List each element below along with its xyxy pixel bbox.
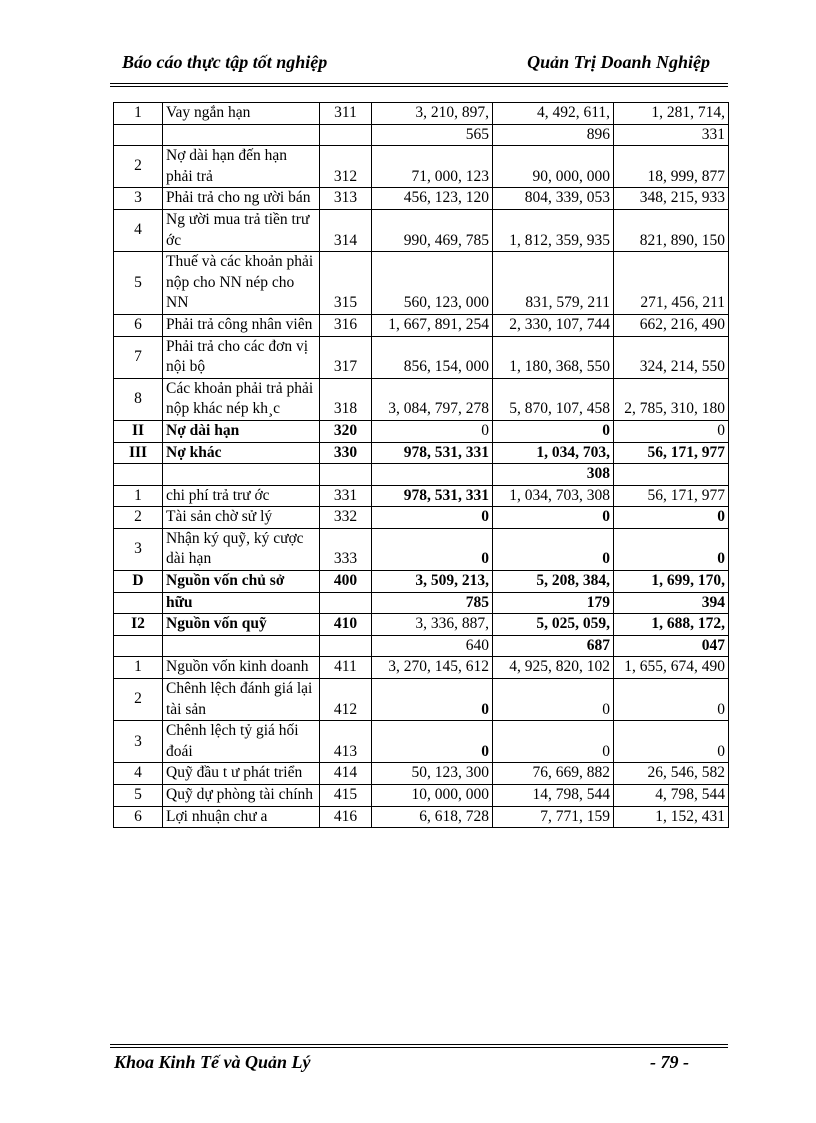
row-name: Thuế và các khoản phải nộp cho NN nép cho NN bbox=[163, 252, 320, 315]
row-stt: 1 bbox=[114, 103, 163, 125]
row-stt: 3 bbox=[114, 528, 163, 570]
table-row bbox=[114, 763, 729, 785]
row-code: 320 bbox=[320, 420, 372, 442]
row-value-2: 5, 208, 384, bbox=[493, 571, 614, 593]
row-value-2: 5, 025, 059, bbox=[493, 614, 614, 636]
row-value-1: 3, 509, 213, bbox=[372, 571, 493, 593]
row-value-2: 90, 000, 000 bbox=[493, 146, 614, 188]
row-value-3: 0 bbox=[614, 528, 729, 570]
table-row bbox=[114, 806, 729, 828]
row-code: 413 bbox=[320, 721, 372, 763]
row-name: Chênh lệch đánh giá lại tài sản bbox=[163, 679, 320, 721]
row-value-1: 565 bbox=[372, 124, 493, 146]
row-value-1: 1, 667, 891, 254 bbox=[372, 314, 493, 336]
row-name: Nguồn vốn quỹ bbox=[163, 614, 320, 636]
row-value-2: 0 bbox=[493, 721, 614, 763]
row-value-1: 10, 000, 000 bbox=[372, 785, 493, 807]
row-value-3: 1, 688, 172, bbox=[614, 614, 729, 636]
row-name: Phải trả công nhân viên bbox=[163, 314, 320, 336]
table-row bbox=[114, 442, 729, 464]
row-value-2: 4, 925, 820, 102 bbox=[493, 657, 614, 679]
row-name: Nợ dài hạn bbox=[163, 420, 320, 442]
row-stt: 6 bbox=[114, 806, 163, 828]
row-stt: 4 bbox=[114, 209, 163, 251]
row-code bbox=[320, 124, 372, 146]
table-row bbox=[114, 188, 729, 210]
table-row bbox=[114, 314, 729, 336]
row-stt bbox=[114, 464, 163, 486]
row-value-3: 047 bbox=[614, 635, 729, 657]
table-row bbox=[114, 336, 729, 378]
table-row bbox=[114, 378, 729, 420]
row-name: Các khoản phải trả phải nộp khác nép kh¸c bbox=[163, 378, 320, 420]
table-row bbox=[114, 507, 729, 529]
table-row bbox=[114, 146, 729, 188]
table-row bbox=[114, 485, 729, 507]
row-stt: II bbox=[114, 420, 163, 442]
row-code: 314 bbox=[320, 209, 372, 251]
table-row bbox=[114, 252, 729, 315]
row-stt bbox=[114, 635, 163, 657]
row-value-2: 0 bbox=[493, 679, 614, 721]
row-value-3: 1, 655, 674, 490 bbox=[614, 657, 729, 679]
row-value-2: 896 bbox=[493, 124, 614, 146]
row-stt: 7 bbox=[114, 336, 163, 378]
row-value-3: 2, 785, 310, 180 bbox=[614, 378, 729, 420]
row-value-2: 5, 870, 107, 458 bbox=[493, 378, 614, 420]
row-value-1: 0 bbox=[372, 679, 493, 721]
row-value-3: 331 bbox=[614, 124, 729, 146]
row-stt: 5 bbox=[114, 252, 163, 315]
row-value-2: 4, 492, 611, bbox=[493, 103, 614, 125]
row-code: 414 bbox=[320, 763, 372, 785]
row-value-2: 1, 812, 359, 935 bbox=[493, 209, 614, 251]
row-code: 410 bbox=[320, 614, 372, 636]
row-name bbox=[163, 635, 320, 657]
balance-table bbox=[113, 102, 729, 828]
row-code bbox=[320, 635, 372, 657]
row-value-2: 1, 034, 703, bbox=[493, 442, 614, 464]
row-stt: 3 bbox=[114, 721, 163, 763]
row-value-3: 0 bbox=[614, 507, 729, 529]
table-row bbox=[114, 209, 729, 251]
row-value-3: 18, 999, 877 bbox=[614, 146, 729, 188]
row-code: 331 bbox=[320, 485, 372, 507]
row-value-1: 990, 469, 785 bbox=[372, 209, 493, 251]
row-name: Phải trả cho ng ười bán bbox=[163, 188, 320, 210]
row-name: Tài sản chờ sử lý bbox=[163, 507, 320, 529]
row-value-2: 1, 180, 368, 550 bbox=[493, 336, 614, 378]
row-value-2: 687 bbox=[493, 635, 614, 657]
row-value-1: 0 bbox=[372, 528, 493, 570]
table-row bbox=[114, 679, 729, 721]
row-stt: I2 bbox=[114, 614, 163, 636]
table-row bbox=[114, 657, 729, 679]
row-stt: 2 bbox=[114, 679, 163, 721]
row-name: hữu bbox=[163, 592, 320, 614]
row-value-1: 456, 123, 120 bbox=[372, 188, 493, 210]
page-number: - 79 - bbox=[650, 1052, 689, 1072]
row-code: 318 bbox=[320, 378, 372, 420]
row-stt: 4 bbox=[114, 763, 163, 785]
table-row bbox=[114, 528, 729, 570]
row-value-1: 640 bbox=[372, 635, 493, 657]
row-stt: 2 bbox=[114, 507, 163, 529]
row-value-2: 7, 771, 159 bbox=[493, 806, 614, 828]
row-value-1: 6, 618, 728 bbox=[372, 806, 493, 828]
row-value-3: 0 bbox=[614, 721, 729, 763]
header-rule bbox=[110, 83, 728, 87]
row-code: 330 bbox=[320, 442, 372, 464]
row-value-3: 1, 699, 170, bbox=[614, 571, 729, 593]
row-name: Nguồn vốn kinh doanh bbox=[163, 657, 320, 679]
row-value-2: 2, 330, 107, 744 bbox=[493, 314, 614, 336]
row-value-3: 0 bbox=[614, 420, 729, 442]
table-row bbox=[114, 785, 729, 807]
row-value-3: 1, 281, 714, bbox=[614, 103, 729, 125]
row-name: Quỹ dự phòng tài chính bbox=[163, 785, 320, 807]
row-value-2: 804, 339, 053 bbox=[493, 188, 614, 210]
row-value-1: 978, 531, 331 bbox=[372, 442, 493, 464]
row-value-3: 4, 798, 544 bbox=[614, 785, 729, 807]
row-stt: 1 bbox=[114, 485, 163, 507]
row-value-2: 76, 669, 882 bbox=[493, 763, 614, 785]
row-value-3 bbox=[614, 464, 729, 486]
row-name: Nhận ký quỹ, ký cược dài hạn bbox=[163, 528, 320, 570]
table-row bbox=[114, 721, 729, 763]
row-value-3: 324, 214, 550 bbox=[614, 336, 729, 378]
table-row bbox=[114, 635, 729, 657]
row-stt: 6 bbox=[114, 314, 163, 336]
footer-rule bbox=[110, 1044, 728, 1048]
row-code: 412 bbox=[320, 679, 372, 721]
row-value-2: 0 bbox=[493, 528, 614, 570]
row-code bbox=[320, 464, 372, 486]
row-stt: 8 bbox=[114, 378, 163, 420]
table-row bbox=[114, 614, 729, 636]
row-value-1: 71, 000, 123 bbox=[372, 146, 493, 188]
row-stt: 5 bbox=[114, 785, 163, 807]
row-stt: 2 bbox=[114, 146, 163, 188]
row-value-2: 14, 798, 544 bbox=[493, 785, 614, 807]
row-value-1: 3, 336, 887, bbox=[372, 614, 493, 636]
row-value-1: 0 bbox=[372, 721, 493, 763]
row-value-1 bbox=[372, 464, 493, 486]
row-value-3: 56, 171, 977 bbox=[614, 485, 729, 507]
row-value-1: 0 bbox=[372, 507, 493, 529]
row-name: Nợ dài hạn đến hạn phải trả bbox=[163, 146, 320, 188]
row-value-3: 1, 152, 431 bbox=[614, 806, 729, 828]
row-value-2: 1, 034, 703, 308 bbox=[493, 485, 614, 507]
footer-left: Khoa Kinh Tế và Quản Lý bbox=[114, 1052, 311, 1072]
row-code: 415 bbox=[320, 785, 372, 807]
row-value-1: 785 bbox=[372, 592, 493, 614]
row-value-3: 56, 171, 977 bbox=[614, 442, 729, 464]
row-value-1: 560, 123, 000 bbox=[372, 252, 493, 315]
row-stt: D bbox=[114, 571, 163, 593]
row-code: 313 bbox=[320, 188, 372, 210]
row-name: Nợ khác bbox=[163, 442, 320, 464]
table-row bbox=[114, 464, 729, 486]
row-value-1: 3, 210, 897, bbox=[372, 103, 493, 125]
row-code: 312 bbox=[320, 146, 372, 188]
row-value-3: 662, 216, 490 bbox=[614, 314, 729, 336]
row-stt bbox=[114, 592, 163, 614]
table-row bbox=[114, 124, 729, 146]
table-row bbox=[114, 571, 729, 593]
table-row bbox=[114, 103, 729, 125]
row-value-3: 0 bbox=[614, 679, 729, 721]
row-name: chi phí trả trư ớc bbox=[163, 485, 320, 507]
row-name: Chênh lệch tỷ giá hối đoái bbox=[163, 721, 320, 763]
row-stt bbox=[114, 124, 163, 146]
row-value-2: 0 bbox=[493, 507, 614, 529]
table-row bbox=[114, 420, 729, 442]
row-value-1: 3, 270, 145, 612 bbox=[372, 657, 493, 679]
row-value-2: 0 bbox=[493, 420, 614, 442]
row-name bbox=[163, 464, 320, 486]
row-name bbox=[163, 124, 320, 146]
row-value-1: 856, 154, 000 bbox=[372, 336, 493, 378]
row-name: Vay ngắn hạn bbox=[163, 103, 320, 125]
row-value-2: 308 bbox=[493, 464, 614, 486]
row-code: 311 bbox=[320, 103, 372, 125]
row-name: Quỹ đầu t ư phát triển bbox=[163, 763, 320, 785]
row-stt: III bbox=[114, 442, 163, 464]
row-name: Lợi nhuận chư a bbox=[163, 806, 320, 828]
row-code: 400 bbox=[320, 571, 372, 593]
row-value-3: 821, 890, 150 bbox=[614, 209, 729, 251]
row-value-2: 831, 579, 211 bbox=[493, 252, 614, 315]
row-stt: 1 bbox=[114, 657, 163, 679]
row-name: Ng ười mua trả tiền trư ớc bbox=[163, 209, 320, 251]
row-value-1: 3, 084, 797, 278 bbox=[372, 378, 493, 420]
row-code: 333 bbox=[320, 528, 372, 570]
row-stt: 3 bbox=[114, 188, 163, 210]
row-code: 411 bbox=[320, 657, 372, 679]
row-value-3: 271, 456, 211 bbox=[614, 252, 729, 315]
row-value-3: 348, 215, 933 bbox=[614, 188, 729, 210]
row-value-1: 0 bbox=[372, 420, 493, 442]
row-value-2: 179 bbox=[493, 592, 614, 614]
row-code: 332 bbox=[320, 507, 372, 529]
header-left: Báo cáo thực tập tốt nghiệp bbox=[122, 52, 328, 72]
header-right: Quản Trị Doanh Nghiệp bbox=[527, 52, 710, 72]
row-code bbox=[320, 592, 372, 614]
row-code: 316 bbox=[320, 314, 372, 336]
row-code: 315 bbox=[320, 252, 372, 315]
row-value-1: 978, 531, 331 bbox=[372, 485, 493, 507]
row-name: Phải trả cho các đơn vị nội bộ bbox=[163, 336, 320, 378]
row-value-1: 50, 123, 300 bbox=[372, 763, 493, 785]
row-code: 416 bbox=[320, 806, 372, 828]
row-code: 317 bbox=[320, 336, 372, 378]
row-name: Nguồn vốn chủ sở bbox=[163, 571, 320, 593]
table-row bbox=[114, 592, 729, 614]
row-value-3: 394 bbox=[614, 592, 729, 614]
row-value-3: 26, 546, 582 bbox=[614, 763, 729, 785]
